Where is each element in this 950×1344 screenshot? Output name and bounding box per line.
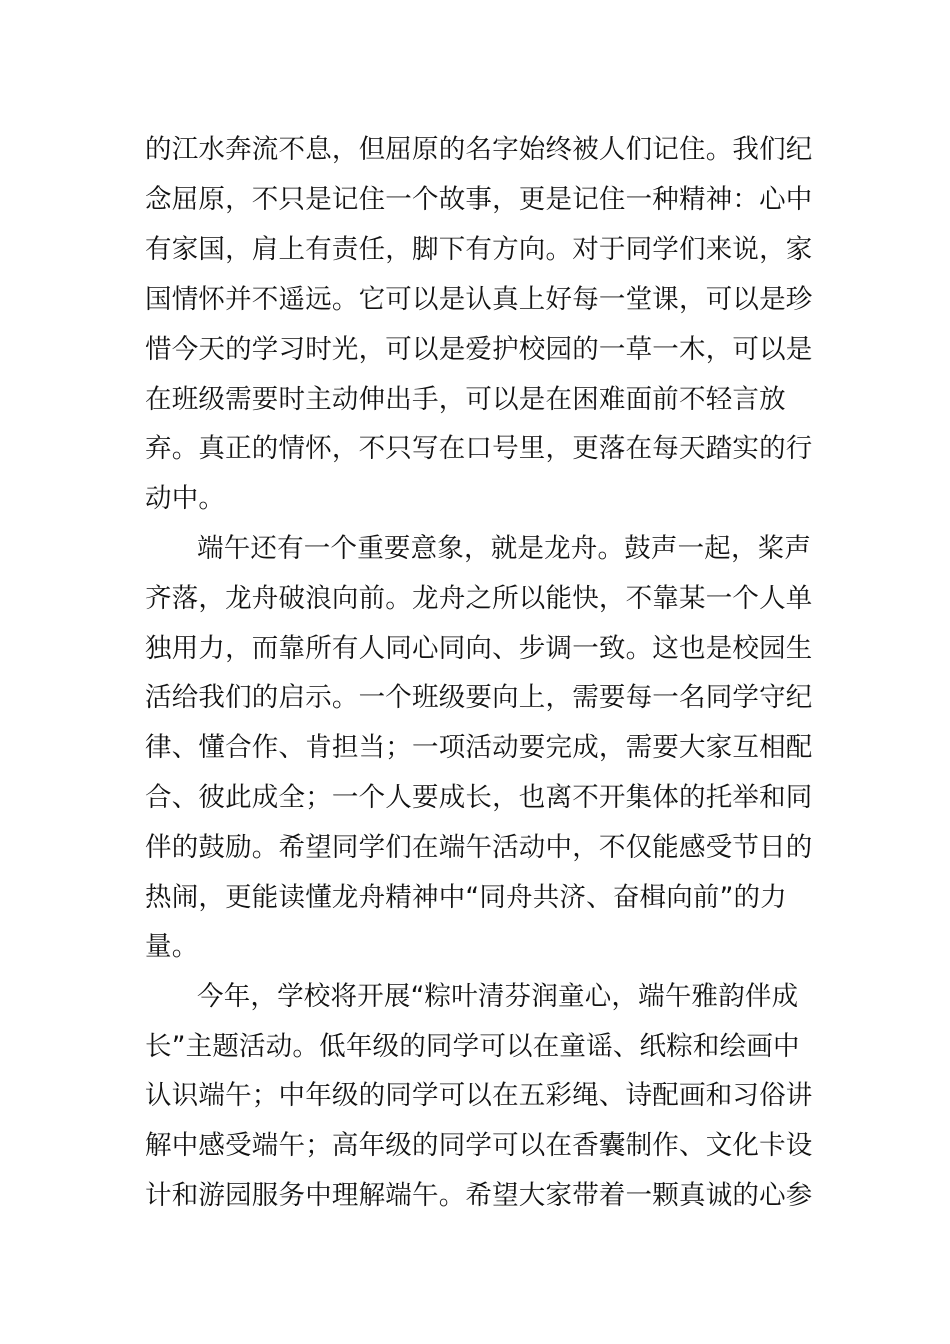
text-line: 弃。真正的情怀，不只写在口号里，更落在每天踏实的行 xyxy=(145,433,813,464)
text-line: 念屈原，不只是记住一个故事，更是记住一种精神：心中 xyxy=(145,184,813,215)
text-line: 惜今天的学习时光，可以是爱护校园的一草一木，可以是 xyxy=(145,334,813,365)
text-line: 认识端午；中年级的同学可以在五彩绳、诗配画和习俗讲 xyxy=(145,1080,813,1111)
text-line: 热闹，更能读懂龙舟精神中“同舟共济、奋楫向前”的力 xyxy=(145,882,787,913)
text-line: 独用力，而靠所有人同心同向、步调一致。这也是校园生 xyxy=(145,633,813,664)
text-line: 活给我们的启示。一个班级要向上，需要每一名同学守纪 xyxy=(145,682,813,713)
text-line: 合、彼此成全；一个人要成长，也离不开集体的托举和同 xyxy=(145,782,813,813)
text-line: 长”主题活动。低年级的同学可以在童谣、纸粽和绘画中 xyxy=(145,1031,800,1062)
text-line: 计和游园服务中理解端午。希望大家带着一颗真诚的心参 xyxy=(145,1180,813,1211)
text-line: 今年，学校将开展“粽叶清芬润童心，端午雅韵伴成 xyxy=(197,981,799,1012)
text-line: 量。 xyxy=(145,931,199,962)
text-line: 律、懂合作、肯担当；一项活动要完成，需要大家互相配 xyxy=(145,732,813,763)
text-line: 在班级需要时主动伸出手，可以是在困难面前不轻言放 xyxy=(145,384,786,415)
text-line: 有家国，肩上有责任，脚下有方向。对于同学们来说，家 xyxy=(145,234,813,265)
text-line: 国情怀并不遥远。它可以是认真上好每一堂课，可以是珍 xyxy=(145,284,813,315)
text-line: 的江水奔流不息，但屈原的名字始终被人们记住。我们纪 xyxy=(145,134,813,165)
text-line: 动中。 xyxy=(145,483,226,514)
text-line: 端午还有一个重要意象，就是龙舟。鼓声一起，桨声 xyxy=(197,533,812,564)
text-line: 伴的鼓励。希望同学们在端午活动中，不仅能感受节日的 xyxy=(145,832,813,863)
text-line: 解中感受端午；高年级的同学可以在香囊制作、文化卡设 xyxy=(145,1130,813,1161)
text-line: 齐落，龙舟破浪向前。龙舟之所以能快，不靠某一个人单 xyxy=(145,583,813,614)
